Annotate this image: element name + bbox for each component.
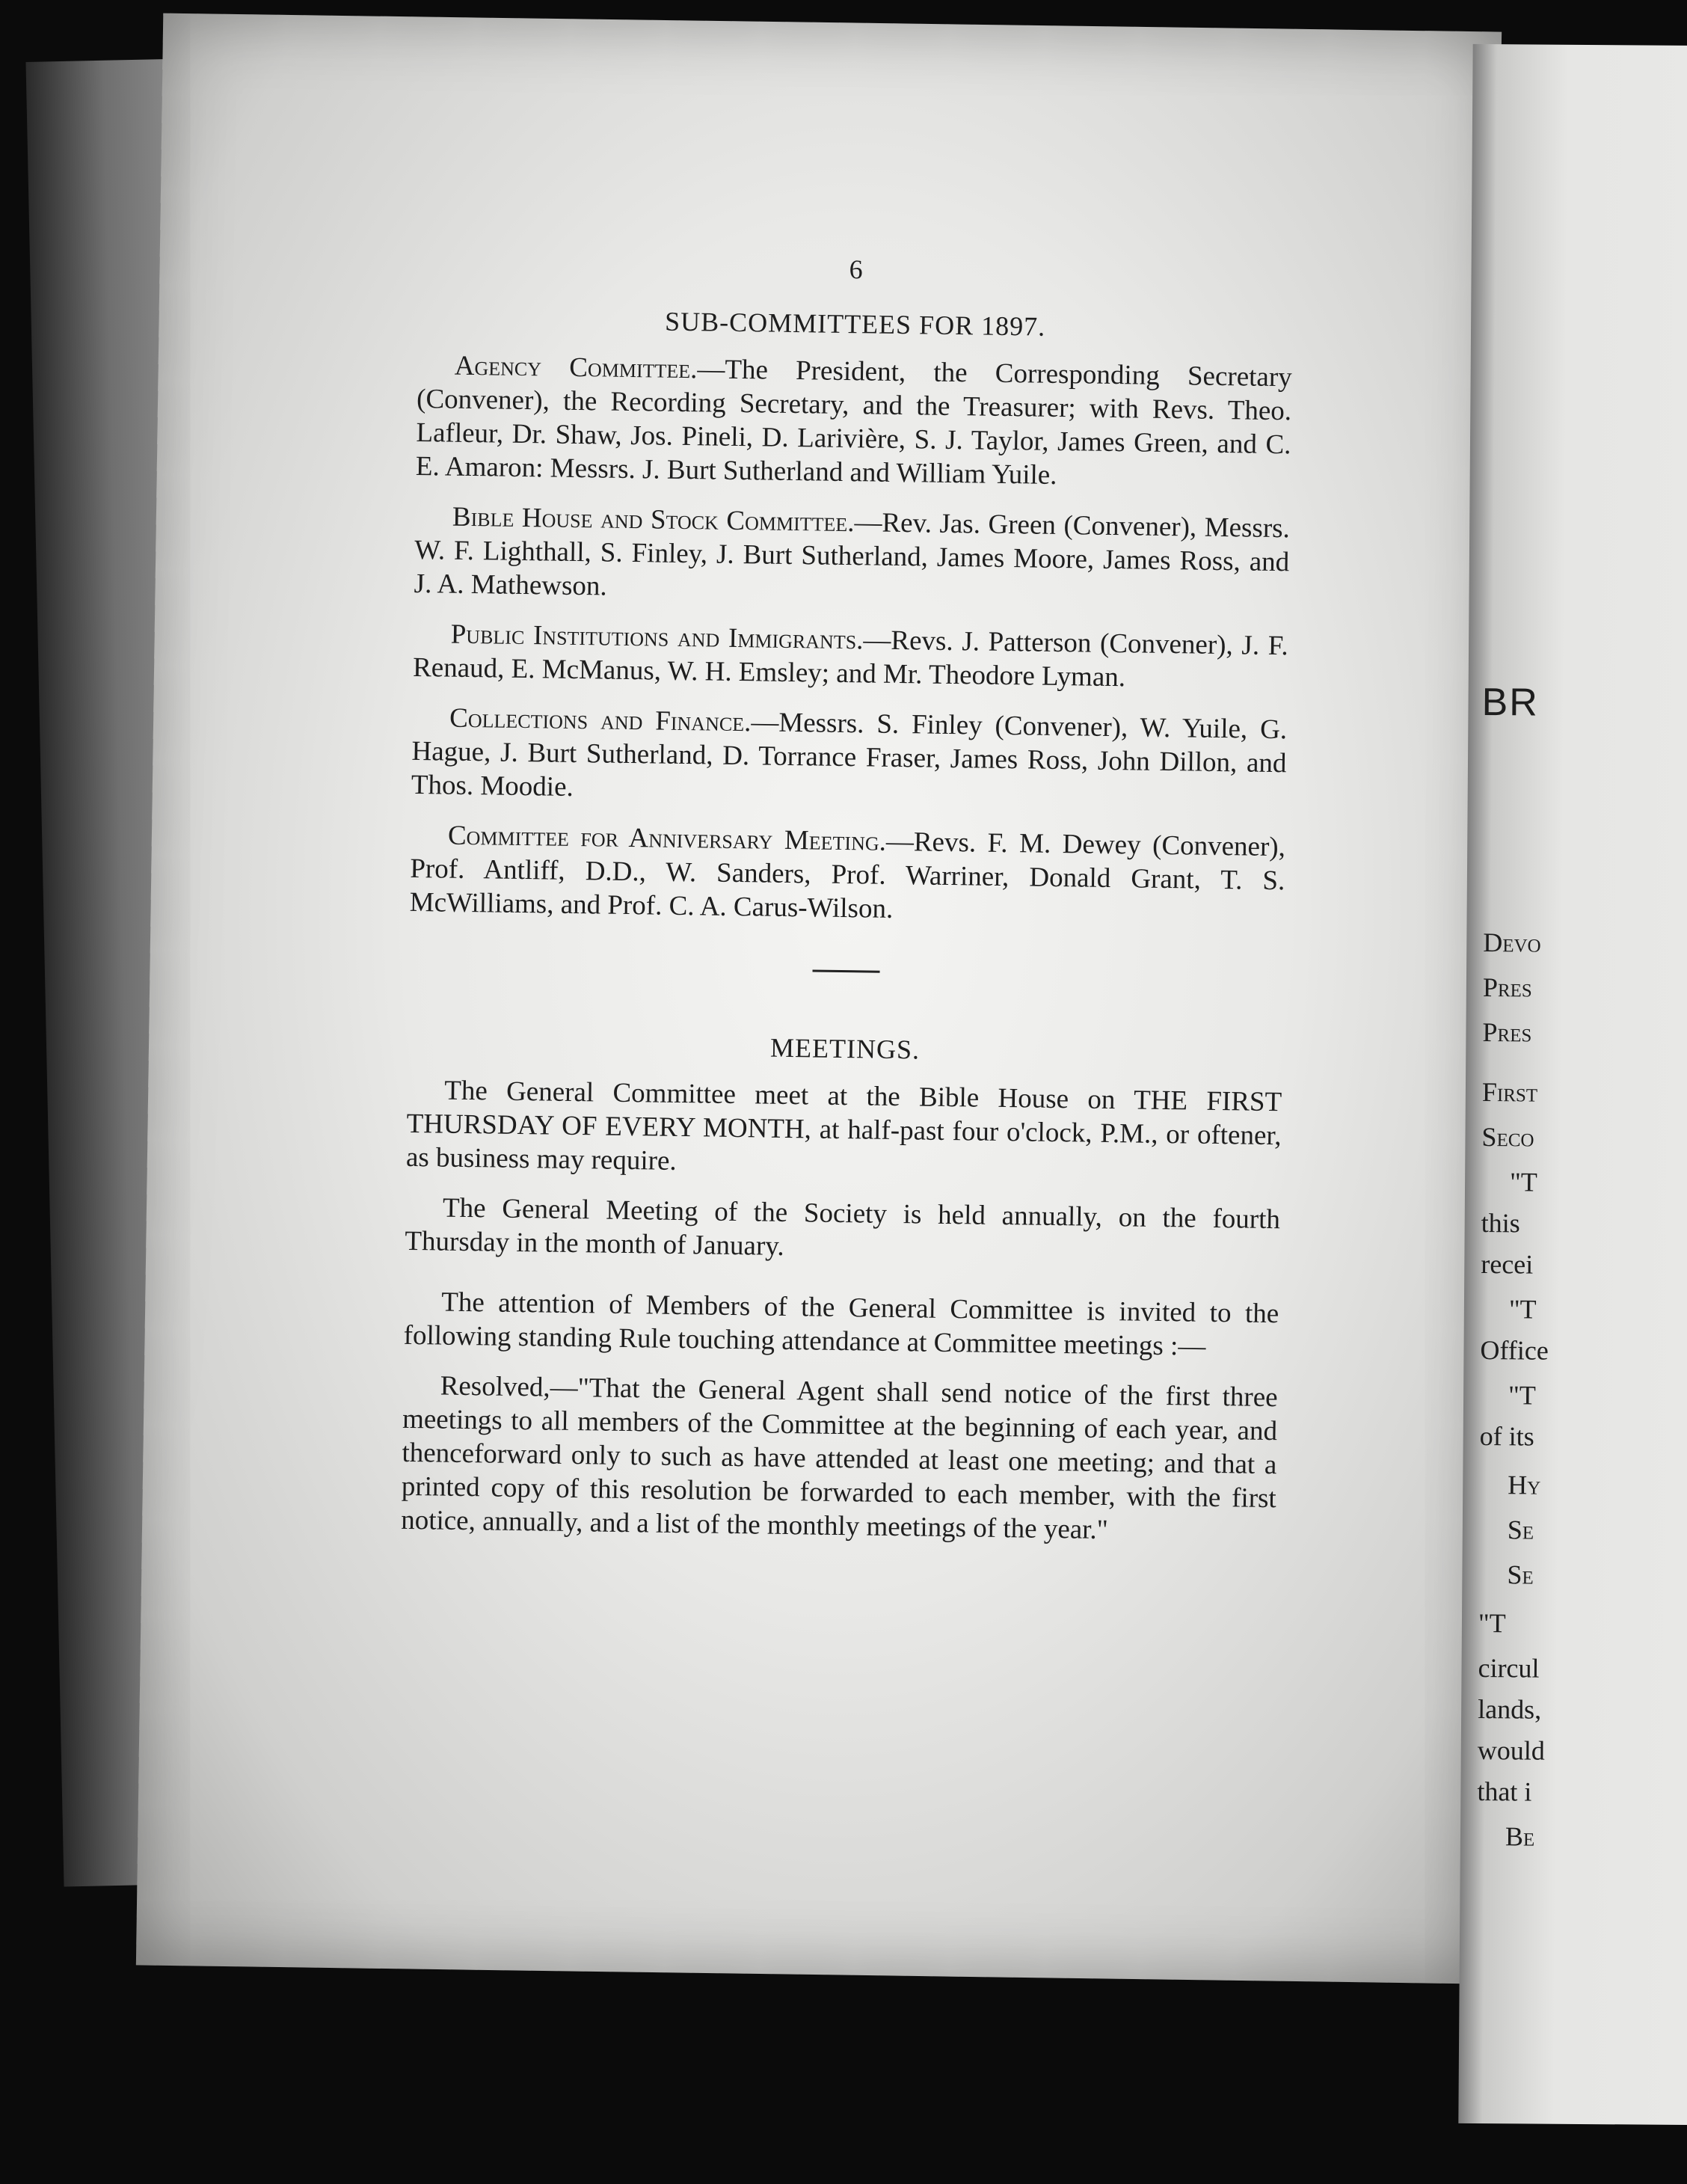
facing-fragment: this: [1481, 1208, 1520, 1239]
committee-entry: [416, 349, 1292, 495]
facing-fragment: Be: [1505, 1821, 1535, 1852]
meetings-heading: MEETINGS.: [769, 1032, 921, 1065]
committee-text: —Rev. Jas. Green (Convener), Messrs. W. F. Lighthall, S. Finley, J. Burt Sutherland, James Moore, James Ross, and J. A. Mathewson.: [414, 507, 1291, 602]
committee-name: Committee for Anniversary Meeting.: [447, 820, 887, 857]
facing-fragment: "T: [1508, 1294, 1537, 1325]
committee-name: Collections and Finance.: [449, 702, 752, 738]
page-content: [401, 247, 1294, 1565]
meetings-paragraph: The General Committee meet at the Bible House on THE FIRST THURSDAY OF EVERY MONTH, at half-past four o'clock, P.M., or oftener, as business may require.: [405, 1075, 1282, 1177]
facing-fragment: of its: [1479, 1421, 1534, 1452]
committee-name: Public Institutions and Immigrants.: [450, 619, 864, 656]
committee-name: Agency Committee.: [454, 350, 698, 385]
facing-fragment: recei: [1481, 1249, 1534, 1280]
facing-fragment: Se: [1507, 1559, 1534, 1590]
committee-text: —Revs. J. Patterson (Convener), J. F. Renaud, E. McManus, W. H. Emsley; and Mr. Theodore Lyman.: [412, 625, 1288, 693]
facing-page-edge: [1458, 44, 1687, 2125]
facing-fragment: Pres: [1482, 1017, 1532, 1048]
facing-fragment: Devo: [1483, 927, 1541, 958]
facing-fragment: Se: [1507, 1515, 1534, 1545]
facing-fragment: Seco: [1481, 1122, 1534, 1153]
facing-fragment: First: [1481, 1077, 1538, 1108]
committee-name: Bible House and Stock Committee.: [452, 501, 855, 539]
facing-fragment: circul: [1478, 1653, 1540, 1684]
meetings-paragraph: The General Meeting of the Society is held annually, on the fourth Thursday in the month of January.: [405, 1192, 1281, 1262]
facing-page-text: [1458, 44, 1687, 2125]
committee-text: —Revs. F. M. Dewey (Convener), Prof. Antliff, D.D., W. Sanders, Prof. Warriner, Donald Grant, T. S. McWilliams, and Prof. C. A. Carus-Wilson.: [409, 826, 1286, 924]
facing-fragment: Pres: [1482, 972, 1532, 1003]
meetings-paragraph: The attention of Members of the General Committee is invited to the following standing Rule touching attendance at Committee meetings :—: [403, 1286, 1279, 1362]
page-number: 6: [849, 254, 863, 285]
facing-fragment: that i: [1477, 1776, 1532, 1807]
section-divider: [813, 969, 880, 972]
facing-fragment: lands,: [1478, 1694, 1542, 1725]
committee-text: —The President, the Corresponding Secretary (Convener), the Recording Secretary, and the Treasurer; with Revs. Theo. Lafleur, Dr. Shaw, Jos. Pineli, D. Larivière, S. J. Taylor, James Green, and C. E. Amaron: Messrs. J. Burt Sutherland and William Yuile.: [415, 354, 1292, 491]
resolution-paragraph: Resolved,—"That the General Agent shall send notice of the first three meetings to all members of the Committee at the beginning of each year, and thenceforward only to such as have attended at least one meeting; and that a printed copy of this resolution be forwarded to each member, with the first notice, annually, and a list of the monthly meetings of the year.": [400, 1370, 1278, 1546]
sub-committees-heading: SUB-COMMITTEES FOR 1897.: [664, 306, 1046, 342]
facing-fragment: "T: [1508, 1380, 1536, 1411]
facing-fragment: Office: [1480, 1335, 1549, 1366]
facing-fragment: would: [1477, 1735, 1545, 1766]
facing-fragment: "T: [1478, 1608, 1506, 1639]
facing-fragment: "T: [1509, 1167, 1537, 1197]
committee-entry: [409, 818, 1285, 931]
facing-fragment: Hy: [1508, 1470, 1541, 1500]
committee-text: —Messrs. S. Finley (Convener), W. Yuile, G. Hague, J. Burt Sutherland, D. Torrance Fraser, James Ross, John Dillon, and Thos. Moodie.: [411, 707, 1288, 803]
facing-fragment: BR: [1481, 681, 1540, 725]
committee-entry: [413, 617, 1288, 696]
committee-entry: [414, 500, 1290, 613]
committee-entry: [411, 701, 1288, 814]
